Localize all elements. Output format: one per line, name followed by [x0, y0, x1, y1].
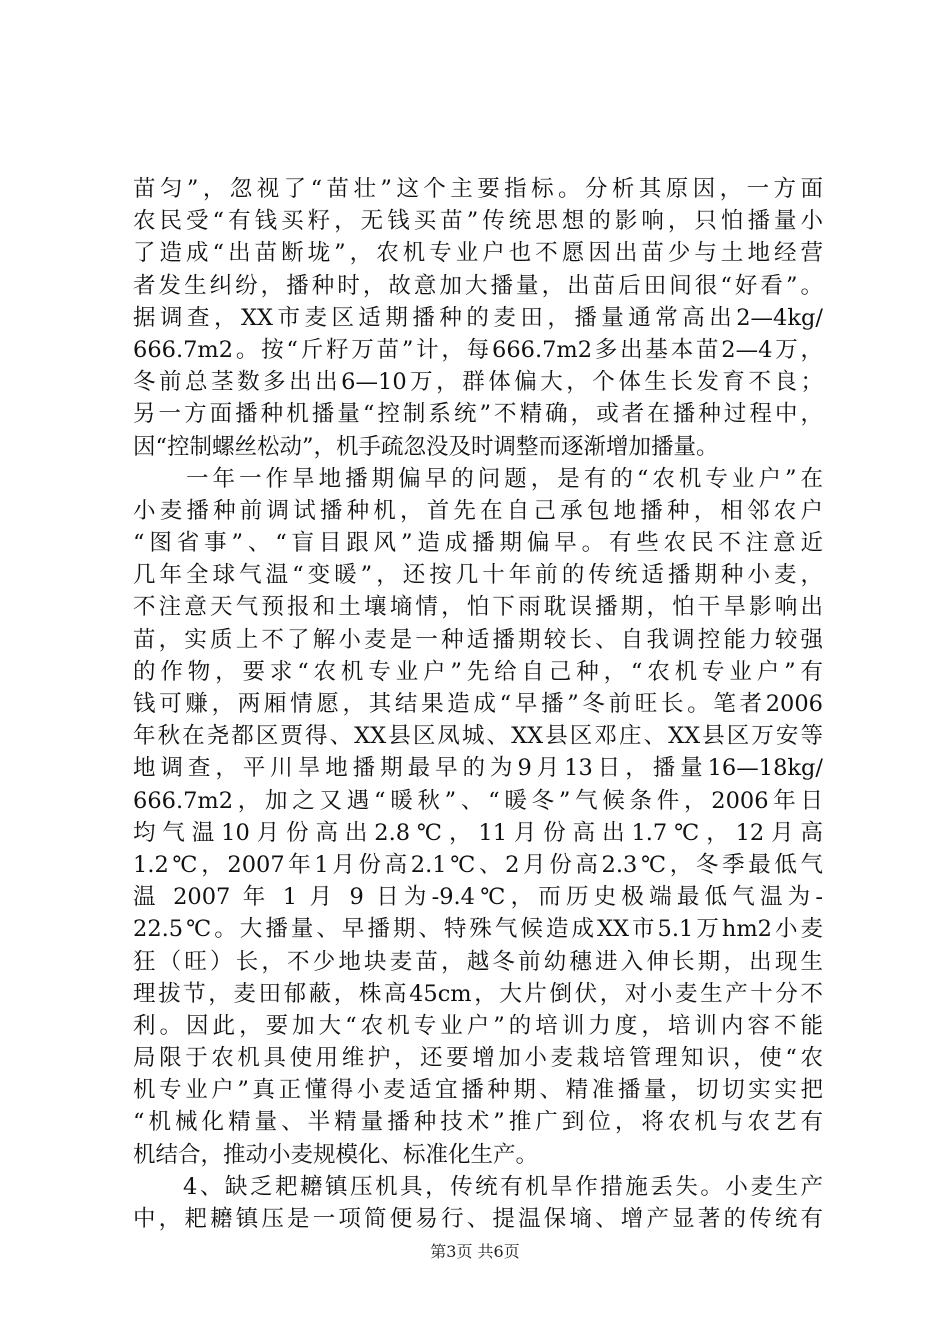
text-line: 均气温10月份高出2.8℃，11月份高出1.7℃，12月高 [133, 819, 823, 846]
text-line: 年秋在尧都区贾得、XX县区凤城、XX县区邓庄、XX县区万安等 [133, 723, 823, 750]
text-line: 苗，实质上不了解小麦是一种适播期较长、自我调控能力较强 [133, 626, 823, 653]
text-line: 了造成“出苗断垅”，农机专业户也不愿因出苗少与土地经营 [133, 240, 823, 267]
text-line: 冬前总茎数多出出6—10万，群体偏大，个体生长发育不良； [133, 369, 823, 396]
text-line: “图省事”、“盲目跟风”造成播期偏早。有些农民不注意近 [133, 530, 823, 557]
page-footer: 第3页 共6页 [430, 1242, 520, 1261]
text-line: 小麦播种前调试播种机，首先在自己承包地播种，相邻农户 [133, 497, 823, 524]
text-line: 666.7m2，加之又遇“暖秋”、“暖冬”气候条件，2006年日 [133, 787, 823, 814]
text-line: 利。因此，要加大“农机专业户”的培训力度，培训内容不能 [133, 1012, 823, 1039]
text-line: 局限于农机具使用维护，还要增加小麦栽培管理知识，使“农 [133, 1045, 823, 1072]
text-line: 中，耙耱镇压是一项简便易行、提温保墒、增产显著的传统有 [133, 1206, 823, 1232]
document-body [133, 173, 823, 1235]
text-line: 温 2007 年 1 月 9 日为-9.4℃，而历史极端最低气温为- [133, 884, 823, 911]
text-line: 苗匀”，忽视了“苗壮”这个主要指标。分析其原因，一方面 [133, 176, 823, 202]
text-line: 机专业户”真正懂得小麦适宜播种期、精准播量，切切实实把 [133, 1077, 823, 1104]
text-line: 钱可赚，两厢情愿，其结果造成“早播”冬前旺长。笔者2006 [133, 691, 823, 717]
text-line: 另一方面播种机播量“控制系统”不精确，或者在播种过程中， [133, 401, 823, 428]
text-line: 狂（旺）长，不少地块麦苗，越冬前幼穗进入伸长期，出现生 [133, 948, 823, 975]
text-line: 农民受“有钱买籽，无钱买苗”传统思想的影响，只怕播量小 [133, 208, 823, 235]
text-line: “机械化精量、半精量播种技术”推广到位，将农机与农艺有 [133, 1109, 823, 1136]
text-line: 4、缺乏耙耱镇压机具，传统有机旱作措施丢失。小麦生产 [133, 1173, 823, 1200]
text-line: 1.2℃，2007年1月份高2.1℃、2月份高2.3℃，冬季最低气 [133, 851, 823, 878]
text-line: 几年全球气温“变暖”，还按几十年前的传统适播期种小麦， [133, 562, 823, 589]
text-line: 者发生纠纷，播种时，故意加大播量，出苗后田间很“好看”。 [133, 272, 823, 299]
text-line: 因“控制螺丝松动”，机手疏忽没及时调整而逐渐增加播量。 [133, 433, 719, 460]
text-line: 22.5℃。大播量、早播期、特殊气候造成XX市5.1万hm2小麦 [133, 916, 823, 943]
text-line: 机结合，推动小麦规模化、标准化生产。 [133, 1141, 539, 1168]
text-line: 的作物，要求“农机专业户”先给自己种，“农机专业户”有 [133, 658, 823, 685]
text-line: 理拔节，麦田郁蔽，株高45cm，大片倒伏，对小麦生产十分不 [133, 980, 823, 1007]
text-line: 666.7m2。按“斤籽万苗”计，每666.7m2多出基本苗2—4万， [133, 336, 823, 363]
text-line: 地调查，平川旱地播期最早的为9月13日，播量16—18kg/ [133, 755, 823, 782]
text-line: 不注意天气预报和土壤墒情，怕下雨耽误播期，怕干旱影响出 [133, 594, 823, 621]
text-line: 据调查，XX市麦区适期播种的麦田，播量通常高出2—4kg/ [133, 304, 823, 331]
text-line: 一年一作旱地播期偏早的问题，是有的“农机专业户”在 [133, 465, 823, 492]
